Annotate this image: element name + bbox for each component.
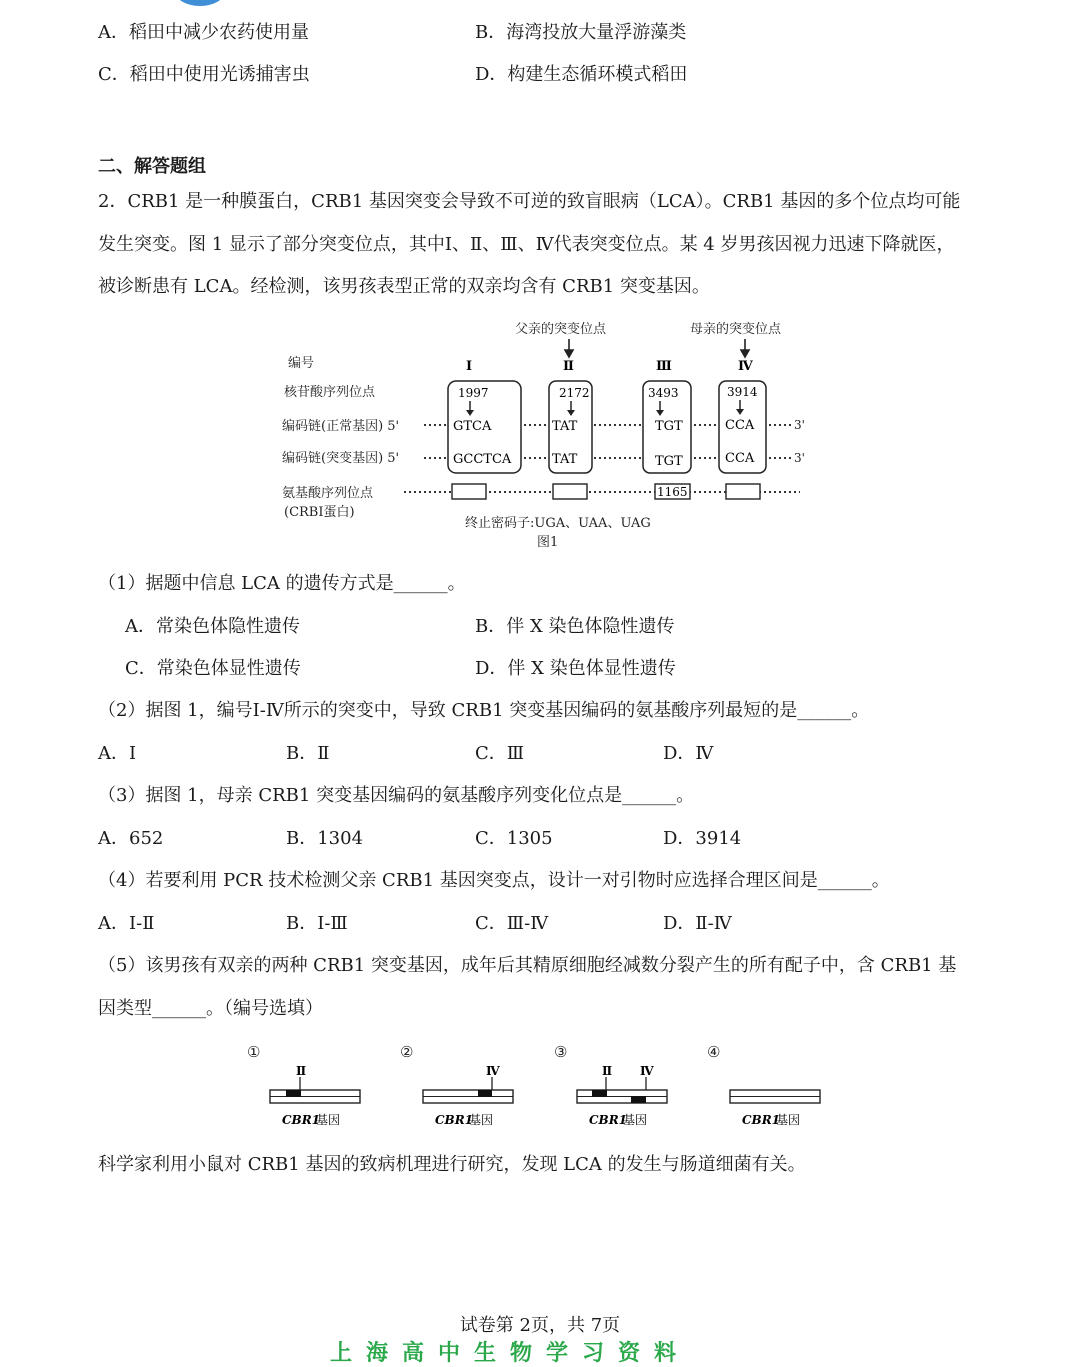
gene-bar-3 (577, 1064, 667, 1127)
page-footer: 试卷第 2页，共 7页 (459, 1315, 621, 1336)
fig1-column-4 (719, 359, 766, 499)
fig1-row-number: 编号 (288, 356, 315, 371)
q2-stem-line2: 发生突变。图 1 显示了部分突变位点，其中Ⅰ、Ⅱ、Ⅲ、Ⅳ代表突变位点。某 4 岁男孩因视力迅速下降就医， (98, 234, 955, 255)
gene-label-3: ③ (554, 1043, 568, 1061)
gene3-suffix: 基因 (623, 1113, 648, 1127)
fig1-amino-1165: 1165 (657, 485, 688, 499)
gene-type-figure (240, 1038, 840, 1133)
q1-option-d: D．构建生态循环模式稻田 (475, 64, 688, 85)
fig1-column-3 (643, 359, 691, 499)
fig1-3prime-normal: 3' (794, 418, 805, 432)
q1-option-c: C．稻田中使用光诱捕害虫 (98, 64, 310, 85)
q2-stem-line3: 被诊断患有 LCA。经检测，该男孩表型正常的双亲均含有 CRB1 突变基因。 (98, 276, 710, 297)
fig1-row-coding-normal: 编码链(正常基因) 5' (282, 419, 400, 434)
sub3-option-b: B．1304 (286, 828, 364, 849)
section-title: 二、解答题组 (98, 156, 206, 177)
gene-label-4: ④ (707, 1043, 721, 1061)
fig1-normal-4: CCA (725, 418, 755, 433)
sub4-option-b: B．Ⅰ-Ⅲ (286, 913, 348, 934)
sub4-option-c: C．Ⅲ-Ⅳ (475, 913, 549, 934)
watermark-strip (330, 1338, 770, 1366)
fig1-position-1: 1997 (458, 386, 489, 400)
sub5-line2: 因类型______。（编号选填） (98, 998, 323, 1019)
closing-paragraph: 科学家利用小鼠对 CRB1 基因的致病机理进行研究，发现 LCA 的发生与肠道细菌有关。 (98, 1154, 806, 1175)
fig1-mother-label: 母亲的突变位点 (690, 322, 782, 337)
fig1-column-1 (448, 359, 521, 499)
fig1-numeral-1: Ⅰ (466, 359, 473, 374)
q1-option-b: B．海湾投放大量浮游藻类 (475, 22, 687, 43)
gene3-name: CBR1 (589, 1113, 628, 1127)
watermark-text: 上海高中生物学习资料 (330, 1340, 691, 1366)
fig1-mutant-4: CCA (725, 451, 755, 466)
gene-bar-1 (270, 1064, 360, 1127)
gene4-suffix: 基因 (776, 1113, 801, 1127)
sub2-option-a: A．Ⅰ (98, 743, 137, 764)
fig1-row-amino-sub: (CRBI蛋白) (284, 505, 355, 520)
fig1-mutant-3: TGT (655, 454, 683, 469)
fig1-column-2 (549, 359, 592, 499)
fig1-mutant-2: TAT (552, 452, 578, 467)
sub1-option-b: B．伴 X 染色体隐性遗传 (475, 616, 675, 637)
sub3-option-a: A．652 (98, 828, 164, 849)
fig1-normal-2: TAT (552, 419, 578, 434)
fig1-stop-codons: 终止密码子:UGA、UAA、UAG (465, 516, 651, 531)
gene2-name: CBR1 (435, 1113, 474, 1127)
gene-label-1: ① (247, 1043, 261, 1061)
gene2-suffix: 基因 (469, 1113, 494, 1127)
fig1-row-amino: 氨基酸序列位点 (282, 486, 374, 501)
sub3-option-c: C．1305 (475, 828, 553, 849)
fig1-position-2: 2172 (559, 386, 590, 400)
sub1-option-d: D．伴 X 染色体显性遗传 (475, 658, 676, 679)
sub1-stem: （1）据题中信息 LCA 的遗传方式是______。 (98, 573, 466, 594)
fig1-row-coding-mutant: 编码链(突变基因) 5' (282, 451, 400, 466)
sub3-option-d: D．3914 (663, 828, 742, 849)
fig1-numeral-2: Ⅱ (563, 359, 574, 374)
gene-label-2: ② (400, 1043, 414, 1061)
sub1-option-a: A．常染色体隐性遗传 (125, 616, 300, 637)
fig1-position-4: 3914 (727, 385, 758, 399)
sub1-option-c: C．常染色体显性遗传 (125, 658, 301, 679)
q1-option-a: A．稻田中减少农药使用量 (98, 22, 309, 43)
q2-stem-line1: 2．CRB1 是一种膜蛋白，CRB1 基因突变会导致不可逆的致盲眼病（LCA）。CRB1 基因的多个位点均可能 (98, 191, 961, 212)
sub5-line1: （5）该男孩有双亲的两种 CRB1 突变基因，成年后其精原细胞经减数分裂产生的所有配子中，含 CRB1 基 (98, 955, 957, 976)
gene4-name: CBR1 (742, 1113, 781, 1127)
fig1-row-nucleotide: 核苷酸序列位点 (284, 385, 376, 400)
gene1-suffix: 基因 (316, 1113, 341, 1127)
sub2-option-b: B．Ⅱ (286, 743, 330, 764)
sub2-stem: （2）据图 1，编号Ⅰ-Ⅳ所示的突变中，导致 CRB1 突变基因编码的氨基酸序列最短的是______。 (98, 700, 870, 721)
fig1-normal-1: GTCA (453, 419, 492, 434)
fig1-3prime-mutant: 3' (794, 451, 805, 465)
fig1-position-3: 3493 (648, 386, 679, 400)
fig1-mutant-1: GCCTCA (453, 452, 512, 467)
gene-bar-2 (423, 1064, 513, 1127)
sub3-stem: （3）据图 1，母亲 CRB1 突变基因编码的氨基酸序列变化位点是______。 (98, 785, 695, 806)
fig1-caption: 图1 (537, 535, 559, 550)
figure-1-crb1-mutation-diagram (270, 312, 830, 557)
fig1-numeral-3: Ⅲ (656, 359, 672, 374)
sub2-option-d: D．Ⅳ (663, 743, 714, 764)
sub4-stem: （4）若要利用 PCR 技术检测父亲 CRB1 基因突变点，设计一对引物时应选择合理区间是______。 (98, 870, 890, 891)
sub2-option-c: C．Ⅲ (475, 743, 525, 764)
gene2-mark-iv: Ⅳ (486, 1064, 500, 1078)
fig1-normal-3: TGT (655, 419, 683, 434)
gene1-mark-ii: Ⅱ (296, 1064, 307, 1078)
gene3-mark-ii: Ⅱ (602, 1064, 613, 1078)
gene1-name: CBR1 (282, 1113, 321, 1127)
sub4-option-d: D．Ⅱ-Ⅳ (663, 913, 732, 934)
gene3-mark-iv: Ⅳ (640, 1064, 654, 1078)
fig1-father-label: 父亲的突变位点 (515, 322, 607, 337)
sub4-option-a: A．Ⅰ-Ⅱ (98, 913, 155, 934)
fig1-numeral-4: Ⅳ (738, 359, 753, 374)
logo-fragment (175, 0, 225, 6)
gene-bar-4 (730, 1090, 820, 1127)
